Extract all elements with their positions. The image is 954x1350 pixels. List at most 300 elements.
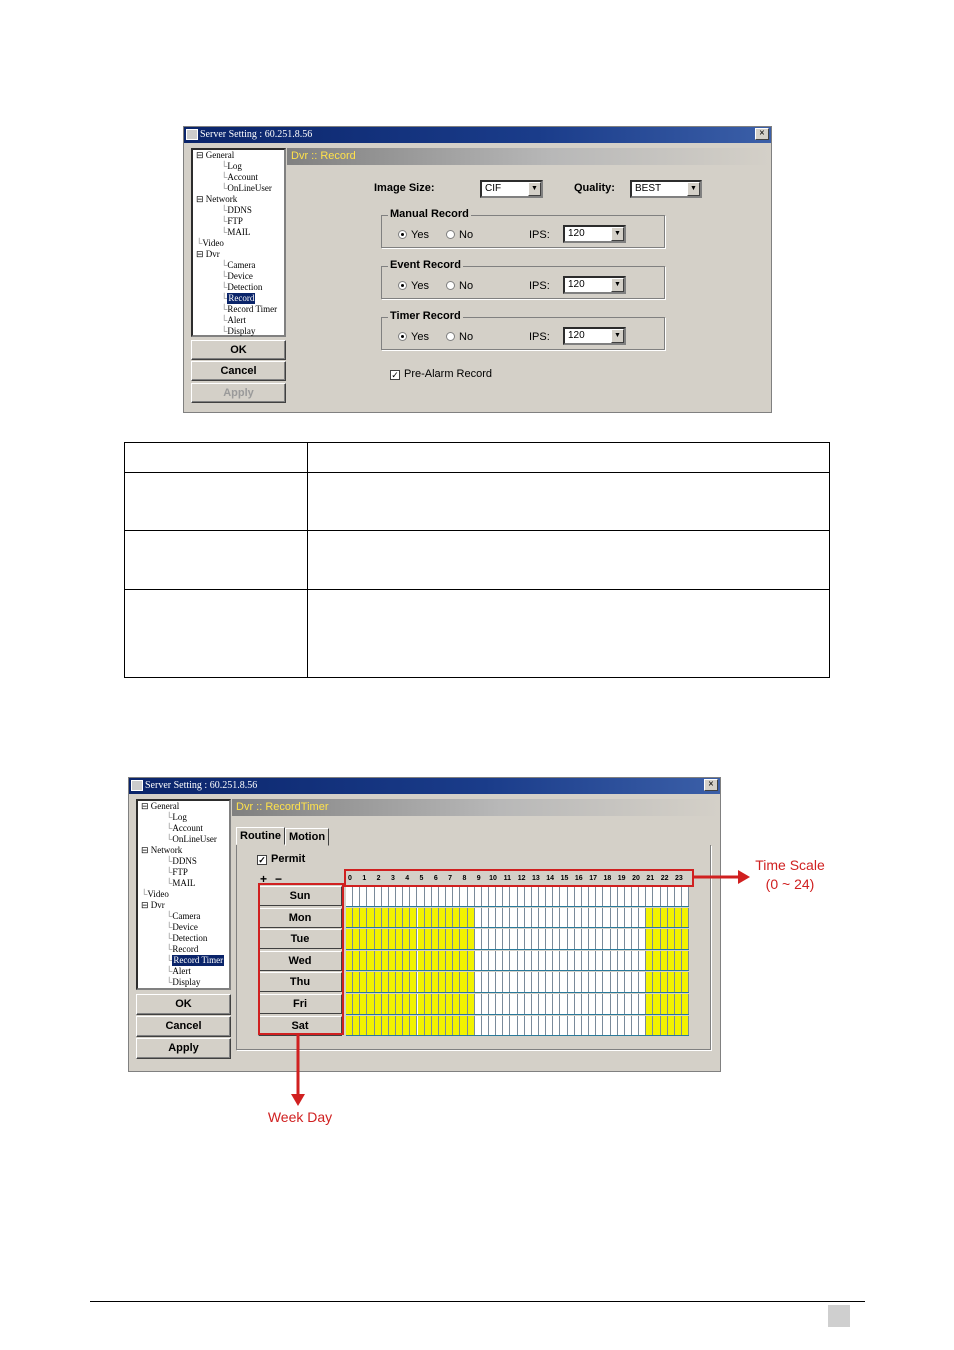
schedule-cell[interactable] <box>396 972 403 992</box>
schedule-cell[interactable] <box>468 929 475 949</box>
schedule-cell[interactable] <box>453 994 460 1014</box>
schedule-cell[interactable] <box>382 886 389 906</box>
schedule-cell[interactable] <box>489 886 496 906</box>
schedule-cell[interactable] <box>646 994 653 1014</box>
schedule-cell[interactable] <box>489 972 496 992</box>
schedule-cell[interactable] <box>639 951 646 971</box>
schedule-cell[interactable] <box>360 972 367 992</box>
schedule-cell[interactable] <box>603 972 610 992</box>
schedule-cell[interactable] <box>460 951 467 971</box>
schedule-cell[interactable] <box>475 994 482 1014</box>
schedule-cell[interactable] <box>589 908 596 928</box>
schedule-cell[interactable] <box>475 972 482 992</box>
schedule-cell[interactable] <box>510 908 517 928</box>
yes-radio[interactable] <box>398 229 429 241</box>
schedule-cell[interactable] <box>682 1016 689 1036</box>
schedule-cell[interactable] <box>653 929 660 949</box>
schedule-cell[interactable] <box>367 929 374 949</box>
tree-item-general[interactable] <box>193 150 284 161</box>
tree-item-alert[interactable] <box>138 966 229 977</box>
schedule-cell[interactable] <box>489 994 496 1014</box>
schedule-cell[interactable] <box>675 1016 682 1036</box>
schedule-cell[interactable] <box>682 972 689 992</box>
tree-item-video[interactable] <box>193 238 284 249</box>
schedule-cell[interactable] <box>396 951 403 971</box>
schedule-cell[interactable] <box>611 972 618 992</box>
schedule-cell[interactable] <box>439 972 446 992</box>
schedule-cell[interactable] <box>611 886 618 906</box>
schedule-cell[interactable] <box>661 994 668 1014</box>
day-button-thu[interactable]: Thu <box>258 972 342 992</box>
schedule-cell[interactable] <box>460 972 467 992</box>
schedule-cell[interactable] <box>603 929 610 949</box>
schedule-cell[interactable] <box>618 994 625 1014</box>
schedule-cell[interactable] <box>439 1016 446 1036</box>
schedule-cell[interactable] <box>410 951 417 971</box>
schedule-cell[interactable] <box>453 972 460 992</box>
schedule-cell[interactable] <box>661 886 668 906</box>
schedule-cell[interactable] <box>546 951 553 971</box>
schedule-cell[interactable] <box>646 1016 653 1036</box>
schedule-cell[interactable] <box>525 951 532 971</box>
tree-item-display[interactable] <box>138 977 229 988</box>
schedule-cell[interactable] <box>403 1016 410 1036</box>
schedule-cell[interactable] <box>510 972 517 992</box>
schedule-cell[interactable] <box>403 972 410 992</box>
tab-motion[interactable]: Motion <box>285 828 329 846</box>
tree-item-network[interactable] <box>193 194 284 205</box>
schedule-cell[interactable] <box>489 1016 496 1036</box>
schedule-cell[interactable] <box>618 972 625 992</box>
schedule-cell[interactable] <box>546 972 553 992</box>
schedule-cell[interactable] <box>646 929 653 949</box>
schedule-cell[interactable] <box>510 886 517 906</box>
yes-radio[interactable] <box>398 280 429 292</box>
schedule-cell[interactable] <box>496 929 503 949</box>
schedule-cell[interactable] <box>561 929 568 949</box>
schedule-cell[interactable] <box>582 951 589 971</box>
schedule-cell[interactable] <box>425 886 432 906</box>
schedule-cell[interactable] <box>503 994 510 1014</box>
schedule-cell[interactable] <box>553 1016 560 1036</box>
schedule-cell[interactable] <box>596 929 603 949</box>
day-button-wed[interactable]: Wed <box>258 951 342 971</box>
tree-item-log[interactable] <box>138 812 229 823</box>
schedule-cell[interactable] <box>360 929 367 949</box>
schedule-cell[interactable] <box>460 886 467 906</box>
quality-select[interactable] <box>630 180 702 198</box>
schedule-cell[interactable] <box>675 994 682 1014</box>
schedule-cell[interactable] <box>661 908 668 928</box>
schedule-cell[interactable] <box>653 972 660 992</box>
schedule-cell[interactable] <box>618 908 625 928</box>
schedule-cell[interactable] <box>425 994 432 1014</box>
schedule-cell[interactable] <box>625 951 632 971</box>
tree-item-account[interactable] <box>138 823 229 834</box>
tree-item-record-timer[interactable] <box>193 304 284 315</box>
schedule-cell[interactable] <box>589 929 596 949</box>
schedule-cell[interactable] <box>446 908 453 928</box>
schedule-cell[interactable] <box>432 929 439 949</box>
schedule-cell[interactable] <box>661 972 668 992</box>
tree-item-log[interactable] <box>193 161 284 172</box>
schedule-cell[interactable] <box>682 951 689 971</box>
schedule-cell[interactable] <box>518 951 525 971</box>
schedule-cell[interactable] <box>403 929 410 949</box>
schedule-cell[interactable] <box>561 1016 568 1036</box>
schedule-cell[interactable] <box>589 1016 596 1036</box>
schedule-cell[interactable] <box>503 886 510 906</box>
schedule-cell[interactable] <box>568 908 575 928</box>
schedule-cell[interactable] <box>625 908 632 928</box>
schedule-cell[interactable] <box>661 1016 668 1036</box>
schedule-cell[interactable] <box>646 972 653 992</box>
schedule-cell[interactable] <box>410 908 417 928</box>
schedule-cell[interactable] <box>389 908 396 928</box>
schedule-cell[interactable] <box>439 908 446 928</box>
schedule-cell[interactable] <box>568 929 575 949</box>
apply-button[interactable]: Apply <box>136 1038 231 1059</box>
schedule-cell[interactable] <box>668 929 675 949</box>
schedule-cell[interactable] <box>396 994 403 1014</box>
schedule-cell[interactable] <box>611 1016 618 1036</box>
schedule-cell[interactable] <box>468 951 475 971</box>
tree-item-onlineuser[interactable] <box>138 834 229 845</box>
schedule-cell[interactable] <box>546 929 553 949</box>
tree-item-display[interactable] <box>193 326 284 337</box>
schedule-cell[interactable] <box>482 886 489 906</box>
schedule-cell[interactable] <box>575 886 582 906</box>
schedule-cell[interactable] <box>532 908 539 928</box>
schedule-cell[interactable] <box>682 908 689 928</box>
schedule-cell[interactable] <box>418 994 425 1014</box>
schedule-cell[interactable] <box>375 886 382 906</box>
schedule-cell[interactable] <box>618 886 625 906</box>
schedule-cell[interactable] <box>418 951 425 971</box>
schedule-cell[interactable] <box>367 908 374 928</box>
schedule-cell[interactable] <box>525 972 532 992</box>
schedule-cell[interactable] <box>653 1016 660 1036</box>
schedule-cell[interactable] <box>382 929 389 949</box>
schedule-cell[interactable] <box>468 972 475 992</box>
ips-select[interactable] <box>563 276 626 294</box>
schedule-cell[interactable] <box>603 908 610 928</box>
schedule-cell[interactable] <box>410 1016 417 1036</box>
schedule-cell[interactable] <box>439 929 446 949</box>
schedule-cell[interactable] <box>553 951 560 971</box>
tree-item-device[interactable] <box>193 271 284 282</box>
schedule-cell[interactable] <box>446 929 453 949</box>
schedule-cell[interactable] <box>446 994 453 1014</box>
schedule-cell[interactable] <box>596 994 603 1014</box>
schedule-cell[interactable] <box>675 972 682 992</box>
schedule-cell[interactable] <box>518 929 525 949</box>
schedule-cell[interactable] <box>596 908 603 928</box>
schedule-cell[interactable] <box>489 908 496 928</box>
schedule-cell[interactable] <box>353 951 360 971</box>
schedule-cell[interactable] <box>553 972 560 992</box>
tree-item-ftp[interactable] <box>138 867 229 878</box>
schedule-cell[interactable] <box>653 994 660 1014</box>
schedule-cell[interactable] <box>646 951 653 971</box>
schedule-cell[interactable] <box>546 1016 553 1036</box>
schedule-cell[interactable] <box>503 929 510 949</box>
schedule-cell[interactable] <box>418 886 425 906</box>
schedule-cell[interactable] <box>532 972 539 992</box>
schedule-cell[interactable] <box>432 908 439 928</box>
schedule-cell[interactable] <box>382 994 389 1014</box>
zoom-in-button[interactable]: + <box>260 872 268 886</box>
schedule-cell[interactable] <box>353 886 360 906</box>
schedule-cell[interactable] <box>532 886 539 906</box>
schedule-cell[interactable] <box>446 886 453 906</box>
schedule-cell[interactable] <box>439 886 446 906</box>
schedule-cell[interactable] <box>668 908 675 928</box>
image-size-select[interactable] <box>480 180 543 198</box>
schedule-cell[interactable] <box>518 972 525 992</box>
schedule-cell[interactable] <box>632 908 639 928</box>
schedule-cell[interactable] <box>453 886 460 906</box>
schedule-cell[interactable] <box>525 908 532 928</box>
schedule-cell[interactable] <box>396 908 403 928</box>
schedule-cell[interactable] <box>360 886 367 906</box>
schedule-cell[interactable] <box>575 908 582 928</box>
schedule-cell[interactable] <box>603 994 610 1014</box>
schedule-cell[interactable] <box>661 929 668 949</box>
schedule-cell[interactable] <box>503 972 510 992</box>
schedule-cell[interactable] <box>425 972 432 992</box>
schedule-cell[interactable] <box>525 994 532 1014</box>
schedule-cell[interactable] <box>482 972 489 992</box>
schedule-cell[interactable] <box>539 929 546 949</box>
schedule-cell[interactable] <box>382 951 389 971</box>
tree-item-detection[interactable] <box>138 933 229 944</box>
schedule-cell[interactable] <box>546 908 553 928</box>
schedule-cell[interactable] <box>539 1016 546 1036</box>
schedule-cell[interactable] <box>589 886 596 906</box>
tree-item-video[interactable] <box>138 889 229 900</box>
schedule-cell[interactable] <box>518 1016 525 1036</box>
collapse-icon[interactable]: ⊟ <box>141 801 151 811</box>
schedule-cell[interactable] <box>532 951 539 971</box>
schedule-cell[interactable] <box>603 951 610 971</box>
schedule-cell[interactable] <box>589 951 596 971</box>
schedule-cell[interactable] <box>653 951 660 971</box>
schedule-cell[interactable] <box>460 994 467 1014</box>
schedule-cell[interactable] <box>496 908 503 928</box>
collapse-icon[interactable]: ⊟ <box>196 249 206 259</box>
schedule-cell[interactable] <box>432 951 439 971</box>
day-button-mon[interactable]: Mon <box>258 908 342 928</box>
schedule-cell[interactable] <box>446 972 453 992</box>
no-radio[interactable] <box>446 229 473 241</box>
schedule-cell[interactable] <box>682 886 689 906</box>
schedule-cell[interactable] <box>632 994 639 1014</box>
cancel-button[interactable]: Cancel <box>136 1016 231 1037</box>
schedule-cell[interactable] <box>539 972 546 992</box>
schedule-cell[interactable] <box>611 994 618 1014</box>
schedule-cell[interactable] <box>389 994 396 1014</box>
schedule-cell[interactable] <box>389 929 396 949</box>
schedule-cell[interactable] <box>425 929 432 949</box>
schedule-cell[interactable] <box>468 886 475 906</box>
schedule-cell[interactable] <box>346 994 353 1014</box>
schedule-cell[interactable] <box>575 929 582 949</box>
day-button-tue[interactable]: Tue <box>258 929 342 949</box>
schedule-cell[interactable] <box>496 951 503 971</box>
schedule-cell[interactable] <box>382 908 389 928</box>
no-radio[interactable] <box>446 331 473 343</box>
schedule-cell[interactable] <box>432 1016 439 1036</box>
schedule-cell[interactable] <box>618 1016 625 1036</box>
schedule-cell[interactable] <box>346 1016 353 1036</box>
schedule-cell[interactable] <box>625 994 632 1014</box>
schedule-cell[interactable] <box>675 886 682 906</box>
schedule-cell[interactable] <box>396 886 403 906</box>
schedule-cell[interactable] <box>625 972 632 992</box>
settings-tree[interactable] <box>136 799 231 990</box>
schedule-cell[interactable] <box>668 886 675 906</box>
tree-item-device[interactable] <box>138 922 229 933</box>
schedule-cell[interactable] <box>668 972 675 992</box>
day-button-sun[interactable]: Sun <box>258 886 342 906</box>
tree-item-dvr[interactable] <box>193 249 284 260</box>
schedule-cell[interactable] <box>482 994 489 1014</box>
schedule-cell[interactable] <box>632 886 639 906</box>
schedule-cell[interactable] <box>453 929 460 949</box>
schedule-cell[interactable] <box>367 951 374 971</box>
schedule-cell[interactable] <box>625 929 632 949</box>
schedule-cell[interactable] <box>389 972 396 992</box>
schedule-cell[interactable] <box>496 972 503 992</box>
schedule-cell[interactable] <box>675 908 682 928</box>
schedule-cell[interactable] <box>582 972 589 992</box>
tree-item-ddns[interactable] <box>138 856 229 867</box>
schedule-cell[interactable] <box>375 908 382 928</box>
schedule-cell[interactable] <box>632 1016 639 1036</box>
schedule-cell[interactable] <box>596 972 603 992</box>
schedule-cell[interactable] <box>346 929 353 949</box>
schedule-cell[interactable] <box>603 1016 610 1036</box>
ips-select[interactable] <box>563 225 626 243</box>
ok-button[interactable]: OK <box>136 994 231 1015</box>
schedule-cell[interactable] <box>632 951 639 971</box>
ips-select[interactable] <box>563 327 626 345</box>
schedule-cell[interactable] <box>418 972 425 992</box>
schedule-cell[interactable] <box>396 1016 403 1036</box>
schedule-cell[interactable] <box>539 886 546 906</box>
schedule-cell[interactable] <box>510 951 517 971</box>
schedule-cell[interactable] <box>403 908 410 928</box>
tab-routine[interactable]: Routine <box>236 827 285 845</box>
schedule-cell[interactable] <box>360 951 367 971</box>
no-radio[interactable] <box>446 280 473 292</box>
schedule-cell[interactable] <box>646 908 653 928</box>
schedule-cell[interactable] <box>568 972 575 992</box>
schedule-cell[interactable] <box>625 886 632 906</box>
schedule-cell[interactable] <box>482 908 489 928</box>
schedule-cell[interactable] <box>468 994 475 1014</box>
schedule-cell[interactable] <box>468 908 475 928</box>
schedule-cell[interactable] <box>389 886 396 906</box>
schedule-cell[interactable] <box>510 929 517 949</box>
schedule-cell[interactable] <box>375 929 382 949</box>
schedule-cell[interactable] <box>661 951 668 971</box>
schedule-cell[interactable] <box>582 929 589 949</box>
schedule-cell[interactable] <box>360 994 367 1014</box>
schedule-cell[interactable] <box>596 886 603 906</box>
schedule-cell[interactable] <box>532 994 539 1014</box>
schedule-cell[interactable] <box>539 951 546 971</box>
schedule-cell[interactable] <box>596 951 603 971</box>
schedule-cell[interactable] <box>503 908 510 928</box>
schedule-cell[interactable] <box>360 908 367 928</box>
schedule-cell[interactable] <box>518 908 525 928</box>
tree-item-detection[interactable] <box>193 282 284 293</box>
schedule-cell[interactable] <box>539 908 546 928</box>
schedule-cell[interactable] <box>525 886 532 906</box>
schedule-cell[interactable] <box>432 994 439 1014</box>
schedule-cell[interactable] <box>582 994 589 1014</box>
schedule-cell[interactable] <box>475 929 482 949</box>
schedule-cell[interactable] <box>489 929 496 949</box>
schedule-cell[interactable] <box>346 908 353 928</box>
tree-item-record[interactable] <box>138 944 229 955</box>
tree-item-record-timer[interactable] <box>138 955 229 966</box>
schedule-cell[interactable] <box>353 994 360 1014</box>
tree-item-ddns[interactable] <box>193 205 284 216</box>
schedule-cell[interactable] <box>489 951 496 971</box>
schedule-cell[interactable] <box>375 951 382 971</box>
schedule-cell[interactable] <box>439 994 446 1014</box>
schedule-cell[interactable] <box>518 886 525 906</box>
schedule-cell[interactable] <box>518 994 525 1014</box>
schedule-cell[interactable] <box>561 951 568 971</box>
schedule-cell[interactable] <box>596 1016 603 1036</box>
schedule-cell[interactable] <box>375 972 382 992</box>
schedule-cell[interactable] <box>482 951 489 971</box>
schedule-cell[interactable] <box>646 886 653 906</box>
schedule-cell[interactable] <box>353 972 360 992</box>
schedule-cell[interactable] <box>389 1016 396 1036</box>
schedule-cell[interactable] <box>589 972 596 992</box>
schedule-cell[interactable] <box>611 951 618 971</box>
schedule-cell[interactable] <box>553 994 560 1014</box>
schedule-cell[interactable] <box>611 908 618 928</box>
schedule-cell[interactable] <box>460 929 467 949</box>
schedule-cell[interactable] <box>346 951 353 971</box>
schedule-cell[interactable] <box>653 886 660 906</box>
schedule-cell[interactable] <box>639 929 646 949</box>
schedule-cell[interactable] <box>553 908 560 928</box>
schedule-cell[interactable] <box>367 886 374 906</box>
collapse-icon[interactable]: ⊟ <box>141 900 151 910</box>
schedule-cell[interactable] <box>625 1016 632 1036</box>
schedule-cell[interactable] <box>532 1016 539 1036</box>
schedule-cell[interactable] <box>410 929 417 949</box>
tree-item-record[interactable] <box>193 293 284 304</box>
schedule-cell[interactable] <box>668 994 675 1014</box>
schedule-cell[interactable] <box>418 929 425 949</box>
schedule-cell[interactable] <box>632 929 639 949</box>
schedule-cell[interactable] <box>403 994 410 1014</box>
schedule-cell[interactable] <box>532 929 539 949</box>
schedule-cell[interactable] <box>446 951 453 971</box>
tree-item-onlineuser[interactable] <box>193 183 284 194</box>
schedule-cell[interactable] <box>618 951 625 971</box>
schedule-cell[interactable] <box>575 1016 582 1036</box>
tree-item-mail[interactable] <box>193 227 284 238</box>
